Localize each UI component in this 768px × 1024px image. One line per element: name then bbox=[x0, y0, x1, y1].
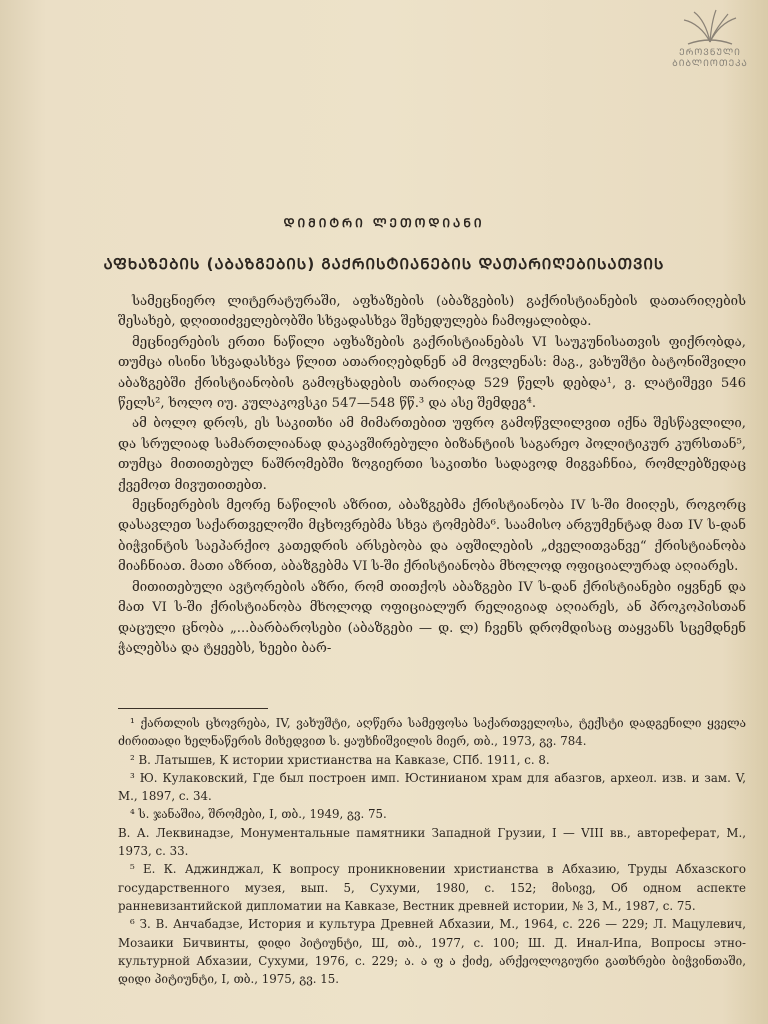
article-title: ᲐᲤᲮᲐᲖᲔᲑᲘᲡ (ᲐᲑᲐᲖᲒᲔᲑᲘᲡ) ᲒᲐᲥᲠᲘᲡᲢᲘᲐᲜᲔᲑᲘᲡ ᲓᲐᲗᲐᲠᲘᲦᲔᲑᲘᲡᲐᲗᲕᲘᲡ bbox=[103, 255, 665, 273]
book-sprout-icon bbox=[680, 8, 740, 48]
body-paragraph: მეცნიერების ერთი ნაწილი აფხაზების გაქრისტიანებას VI საუკუნისათვის ფიქრობდა, თუმცა ისინი სხვადასხვა წლით ათარიღებდნენ ამ მოვლენას: მაგ., ვახუშტი ბატონიშვილი აბაზგებში ქრისტიანობის გამოცხადების თარიღად 529 წელს დებდა¹, ვ. ლატიშევი 546 წელს², ხოლო იუ. კულაკოვსკი 547—548 წწ.³ და ასე შემდეგ⁴. bbox=[118, 334, 746, 412]
footnote: ² В. Латышев, К истории христианства на Кавказе, СПб. 1911, с. 8. bbox=[130, 752, 550, 767]
footnote: ³ Ю. Кулаковский, Где был построен имп. Юстинианом храм для абазгов, археол. изв. и зам. V, М., 1897, с. 34. bbox=[118, 770, 746, 804]
footnote: ⁶ З. В. Анчабадзе, История и культура Древней Абхазии, М., 1964, с. 226 — 229; Л. Мацулевич, Мозаики Бичвинты, დიდი პიტიუნტი, Ш, თბ., 1977, с. 100; Ш. Д. Инал-Ипа, Вопросы этно-культурной Абхазии, Сухуми, 1976, с. 229; ა. ა ფ ა ქიძე, არქეოლოგიური გათხრები ბიჭვინთაში, დიდი პიტიუნტი, I, თბ., 1975, გვ. 15. bbox=[118, 917, 746, 987]
logo-line-1: ᲔᲠᲝᲕᲜᲣᲚᲘ bbox=[679, 48, 741, 58]
library-logo bbox=[660, 8, 760, 88]
footnote-continuation: В. А. Леквинадзе, Монументальные памятники Западной Грузии, I — VIII вв., автореферат, М., 1973, с. 33. bbox=[118, 825, 746, 859]
article-author: ᲓᲘᲛᲘᲢᲠᲘ ᲚᲔᲗᲝᲓᲘᲐᲜᲘ bbox=[283, 216, 485, 230]
article-body bbox=[118, 292, 746, 659]
body-paragraph: მითითებული ავტორების აზრი, რომ თითქოს აბაზგები IV ს-დან ქრისტიანები იყვნენ და მათ VI ს-ში ქრისტიანობა მხოლოდ ოფიციალურ რელიგიად აღიარეს, ან პროკოპისთან დაცული ცნობა „...ბარბაროსები (აბაზგები — დ. ლ) ჩვენს დრომდისაც თაყვანს სცემდნენ ჭალებსა და ტყეებს, ხეები ბარ- bbox=[118, 579, 746, 656]
footnote: ⁵ Е. К. Аджинджал, К вопросу проникновении христианства в Абхазию, Труды Абхазского государственного музея, вып. 5, Сухуми, 1980, с. 152; მისივე, Об одном аспекте ранневизантийской дипломатии на Кавказе, Вестник древней истории, № 3, М., 1987, с. 75. bbox=[118, 862, 746, 913]
body-paragraph: მეცნიერების მეორე ნაწილის აზრით, აბაზგებმა ქრისტიანობა IV ს-ში მიიღეს, როგორც დასავლეთ საქართველოში მცხოვრებმა სხვა ტომებმა⁶. საამისო არგუმენტად მათ IV ს-დან ბიჭვინტის საეპარქიო კათედრის არსებობა და აფშილების „ძველითვანვე“ ქრისტიანობა მიაჩნიათ. მათი აზრით, აბაზგებმა VI ს-ში ქრისტიანობა მხოლოდ ოფიციალურად აღიარეს. bbox=[118, 498, 746, 575]
footnote: ¹ ქართლის ცხოვრება, IV, ვახუშტი, აღწერა სამეფოსა საქართველოსა, ტექსტი დადგენილი ყველა ძირითადი ხელნაწერის მიხედვით ს. ყაუხჩიშვილის მიერ, თბ., 1973, გვ. 784. bbox=[118, 716, 746, 749]
body-paragraph: ამ ბოლო დროს, ეს საკითხი ამ მიმართებით უფრო გამოწვლილვით იქნა შესწავლილი, და სრულიად სამართლიანად დაკავშირებული ბიზანტიის საგარეო პოლიტიკურ კურსთან⁵, თუმცა მითითებულ ნაშრომებში ზოგიერთი საკითხი სადავოდ მიგვაჩნია, რომლებზედაც ქვემოთ მივუთითებთ. bbox=[118, 416, 746, 493]
footnote-divider bbox=[118, 708, 268, 709]
body-paragraph: სამეცნიერო ლიტერატურაში, აფხაზების (აბაზგების) გაქრისტიანების დათარიღების შესახებ, დღითიძველებობში სხვადასხვა შეხედულება ჩამოყალიბდა. bbox=[118, 294, 746, 330]
logo-line-2: ᲑᲘᲑᲚᲘᲝᲗᲔᲙᲐ bbox=[672, 59, 748, 69]
footnotes bbox=[118, 714, 746, 988]
footnote: ⁴ ს. ჯანაშია, შრომები, I, თბ., 1949, გვ. 75. bbox=[130, 807, 387, 822]
